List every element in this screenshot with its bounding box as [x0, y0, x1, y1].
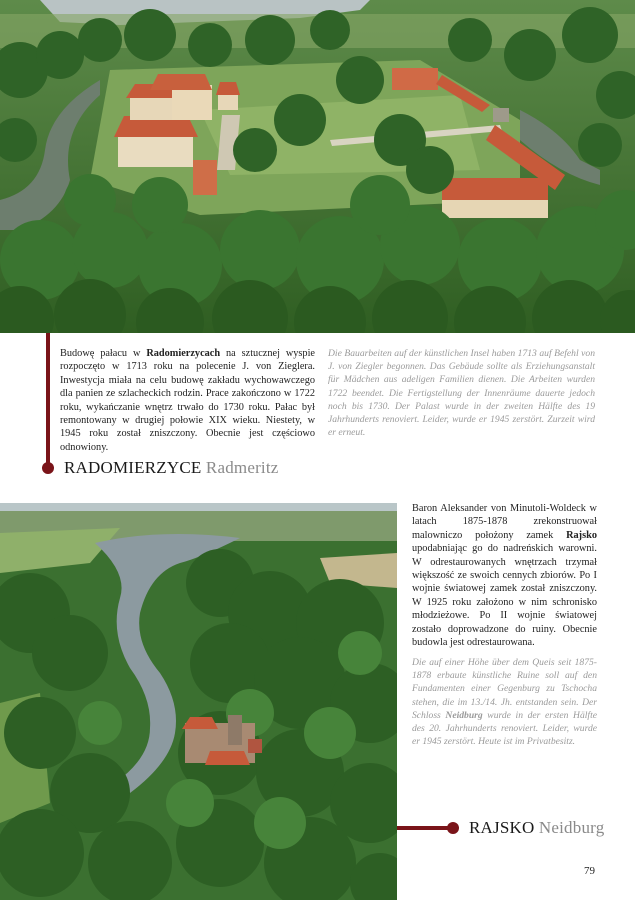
radomierzyce-aerial-photo [0, 0, 635, 333]
rajsko-title [469, 818, 604, 838]
radomierzyce-bold-name: Radomierzycach [146, 348, 221, 359]
rajsko-aerial-photo [0, 503, 397, 900]
title-german-name: Radmeritz [205, 458, 279, 477]
page-number: 79 [584, 865, 595, 877]
rajsko-polish-text: Baron Aleksander von Minutoli-Woldeck w latach 1875-1878 zrekonstruował malowniczo położony zamek Rajsko upodabniając go do nadreńskich warowni. W odrestaurowanych wnętrzach trzymał większość ze swoich cennych zbiorów. Po I wojnie światowej zamek został zniszczony. W 1925 roku założono w nim schronisko młodzieżowe. Po II wojnie światowej zostało doprowadzone do ruiny. Obecnie budowla jest odrestaurowana. [412, 503, 597, 649]
title-main: RADOMIERZYCE [64, 458, 202, 477]
title-german-name: Neidburg [538, 818, 605, 837]
accent-dot-rajsko [447, 822, 459, 834]
accent-vertical-rule [46, 333, 50, 466]
rajsko-bold-name: Rajsko [566, 529, 597, 541]
radomierzyce-title [64, 458, 279, 478]
accent-horizontal-rule [397, 826, 449, 830]
title-main: RAJSKO [469, 818, 535, 837]
radomierzyce-german-text: Die Bauarbeiten auf der künstlichen Insel haben 1713 auf Befehl von J. von Ziegler begonnen. Das Gebäude sollte als Erziehungsanstalt für Mädchen aus adeligen Familien dienen. Die Arbeiten wurden 1722 beendet. Die Fertigstellung der Innenräume dauerte jedoch noch bis 1730. Der Palast wurde in der zweiten Hälfte des 19 Jahrhunderts renoviert. Leider, wurde er 1945 zerstört. Zurzeit wird er erneut. [328, 348, 595, 439]
rajsko-german-text: Die auf einer Höhe über dem Queis seit 1875-1878 erbaute künstliche Ruine soll auf den Fundamenten einer Gegenburg zu Tschocha stehen, die im 13./14. Jh. entstanden sein. Der Schloss Neidburg wurde in der ersten Hälfte des 20. Jahrhunderts renoviert. Leider, wurde er 1945 zerstört. Heute ist im Privatbesitz. [412, 657, 598, 748]
accent-dot-radomierzyce [42, 462, 54, 474]
radomierzyce-polish-text: Budowę pałacu w Radomierzycach na sztucznej wyspie rozpoczęto w 1713 roku na polecenie J. von Zieglera. Inwestycja miała na celu budowę zakładu wychowawczego dla panien ze szlacheckich rodzin. Prace zakończono w 1722 roku, wykańczanie wnętrz trwało do 1730 roku. Pałac był remontowany w drugiej połowie XIX wieku. Niestety, w 1945 roku został zniszczony. Obecnie jest częściowo odnowiony. [60, 348, 315, 453]
neidburg-bold-name: Neidburg [445, 709, 483, 721]
